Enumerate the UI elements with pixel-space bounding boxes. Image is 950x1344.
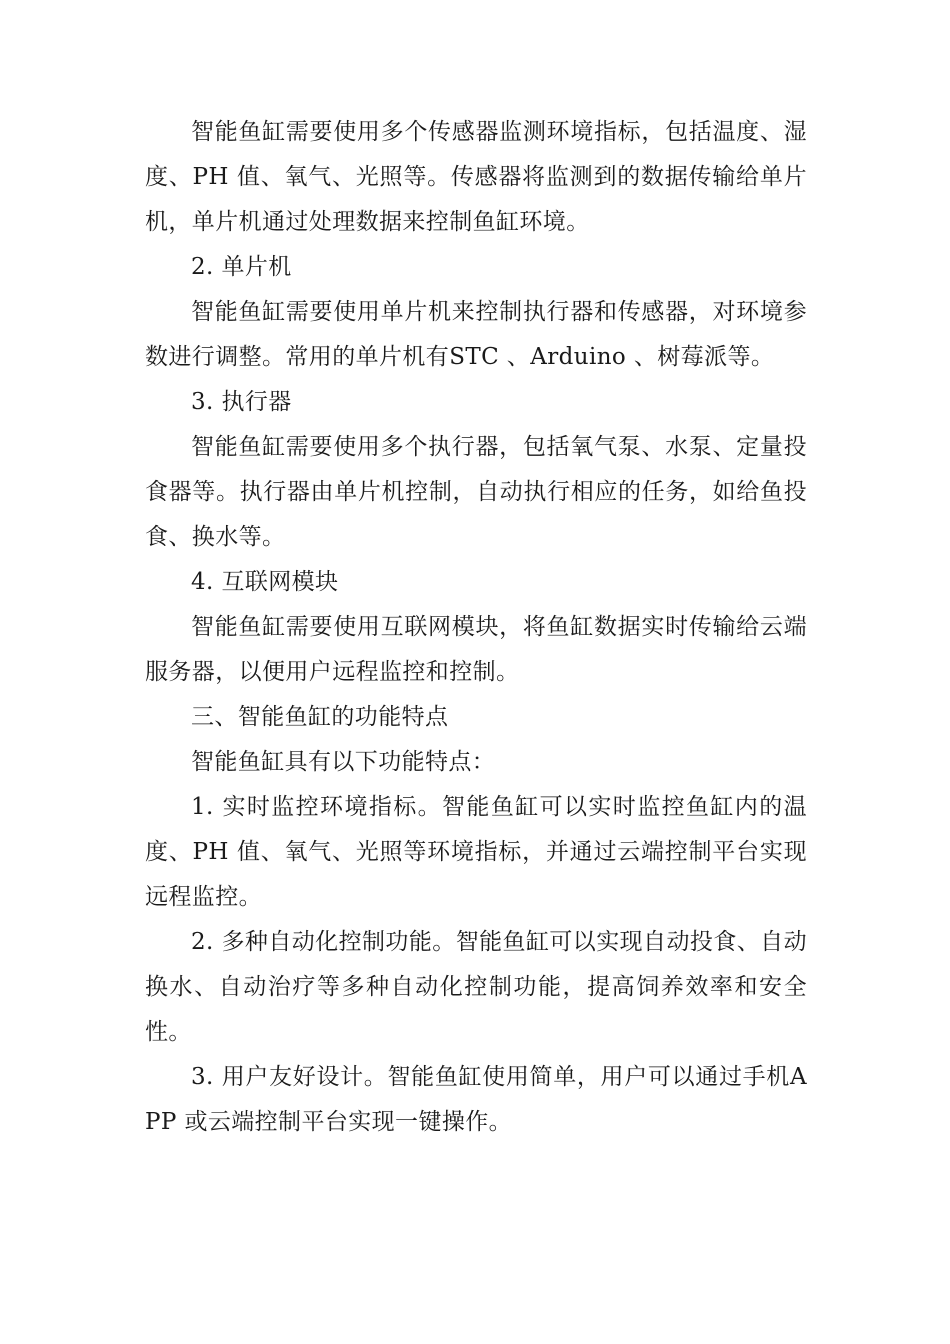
feature-item-monitoring: 1. 实时监控环境指标。智能鱼缸可以实时监控鱼缸内的温度、PH 值、氧气、光照等环境指标，并通过云端控制平台实现远程监控。 xyxy=(145,794,807,910)
heading-mcu: 2. 单片机 xyxy=(191,254,292,280)
section-heading-features: 三、智能鱼缸的功能特点 xyxy=(191,704,449,730)
document-body xyxy=(145,110,807,1145)
paragraph-sensors-description: 智能鱼缸需要使用多个传感器监测环境指标，包括温度、湿度、PH 值、氧气、光照等。传感器将监测到的数据传输给单片机，单片机通过处理数据来控制鱼缸环境。 xyxy=(145,119,807,235)
paragraph-actuators-description: 智能鱼缸需要使用多个执行器，包括氧气泵、水泵、定量投食器等。执行器由单片机控制，自动执行相应的任务，如给鱼投食、换水等。 xyxy=(145,434,807,550)
heading-actuators: 3. 执行器 xyxy=(191,389,292,415)
paragraph-features-intro: 智能鱼缸具有以下功能特点： xyxy=(191,749,496,775)
feature-item-automation: 2. 多种自动化控制功能。智能鱼缸可以实现自动投食、自动换水、自动治疗等多种自动化控制功能，提高饲养效率和安全性。 xyxy=(145,929,807,1045)
paragraph-internet-module-description: 智能鱼缸需要使用互联网模块，将鱼缸数据实时传输给云端服务器，以便用户远程监控和控制。 xyxy=(145,614,807,685)
paragraph-mcu-description: 智能鱼缸需要使用单片机来控制执行器和传感器，对环境参数进行调整。常用的单片机有STC 、Arduino 、树莓派等。 xyxy=(145,299,807,370)
feature-item-user-friendly: 3. 用户友好设计。智能鱼缸使用简单，用户可以通过手机APP 或云端控制平台实现一键操作。 xyxy=(145,1064,807,1135)
heading-internet-module: 4. 互联网模块 xyxy=(191,569,339,595)
